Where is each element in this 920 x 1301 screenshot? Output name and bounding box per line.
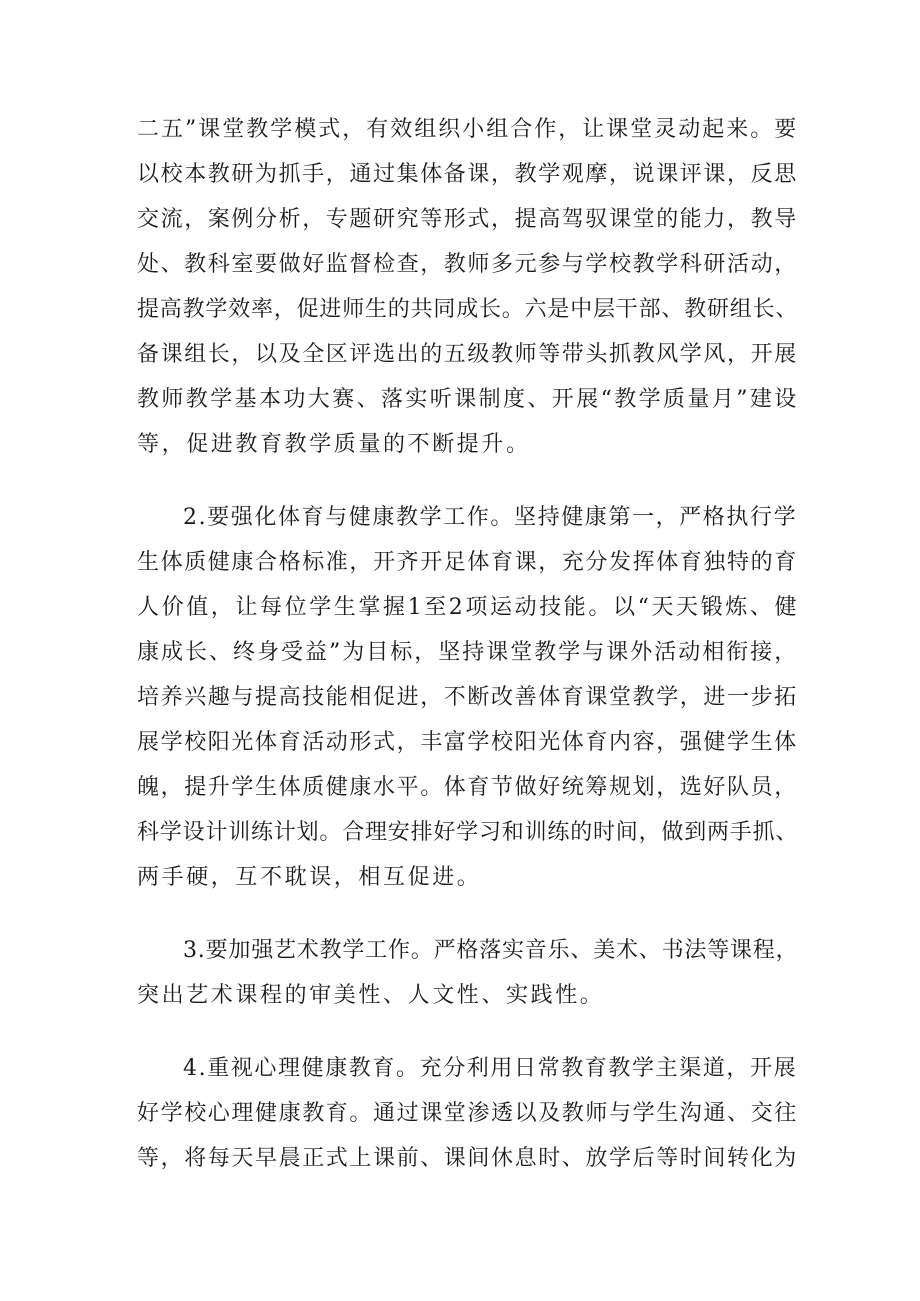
text-line: 培养兴趣与提高技能相促进，不断改善体育课堂教学，进一步拓 xyxy=(137,685,798,710)
text-line: 等，将每天早晨正式上课前、课间休息时、放学后等时间转化为 xyxy=(137,1146,798,1171)
text-line: 科学设计训练计划。合理安排好学习和训练的时间，做到两手抓、 xyxy=(137,820,799,845)
text-line: 3.要加强艺术教学工作。严格落实音乐、美术、书法等课程， xyxy=(183,938,799,963)
text-line: 二五”课堂教学模式，有效组织小组合作，让课堂灵动起来。要 xyxy=(137,117,799,142)
text-line: 魄，提升学生体质健康水平。体育节做好统筹规划，选好队员， xyxy=(137,775,798,800)
text-line: 备课组长，以及全区评选出的五级教师等带头抓教风学风，开展 xyxy=(137,342,798,367)
text-line: 等，促进教育教学质量的不断提升。 xyxy=(137,432,531,457)
text-line: 2.要强化体育与健康教学工作。坚持健康第一，严格执行学 xyxy=(183,505,798,530)
text-line: 提高教学效率，促进师生的共同成长。六是中层干部、教研组长、 xyxy=(137,297,799,322)
text-line: 康成长、终身受益”为目标，坚持课堂教学与课外活动相衔接， xyxy=(137,640,799,665)
text-line: 4.重视心理健康教育。充分利用日常教育教学主渠道，开展 xyxy=(183,1056,798,1081)
text-line: 突出艺术课程的审美性、人文性、实践性。 xyxy=(137,983,605,1008)
text-line: 好学校心理健康教育。通过课堂渗透以及教师与学生沟通、交往 xyxy=(137,1101,798,1126)
text-line: 人价值，让每位学生掌握1至2项运动技能。以“天天锻炼、健 xyxy=(137,595,800,620)
text-line: 两手硬，互不耽误，相互促进。 xyxy=(137,865,482,890)
text-line: 以校本教研为抓手，通过集体备课，教学观摩，说课评课，反思 xyxy=(137,162,798,187)
text-line: 生体质健康合格标准，开齐开足体育课，充分发挥体育独特的育 xyxy=(137,550,798,575)
text-line: 教师教学基本功大赛、落实听课制度、开展“教学质量月”建设 xyxy=(137,387,799,412)
text-line: 交流，案例分析，专题研究等形式，提高驾驭课堂的能力，教导 xyxy=(137,207,798,232)
text-line: 展学校阳光体育活动形式，丰富学校阳光体育内容，强健学生体 xyxy=(137,730,798,755)
text-line: 处、教科室要做好监督检查，教师多元参与学校教学科研活动， xyxy=(137,252,798,277)
